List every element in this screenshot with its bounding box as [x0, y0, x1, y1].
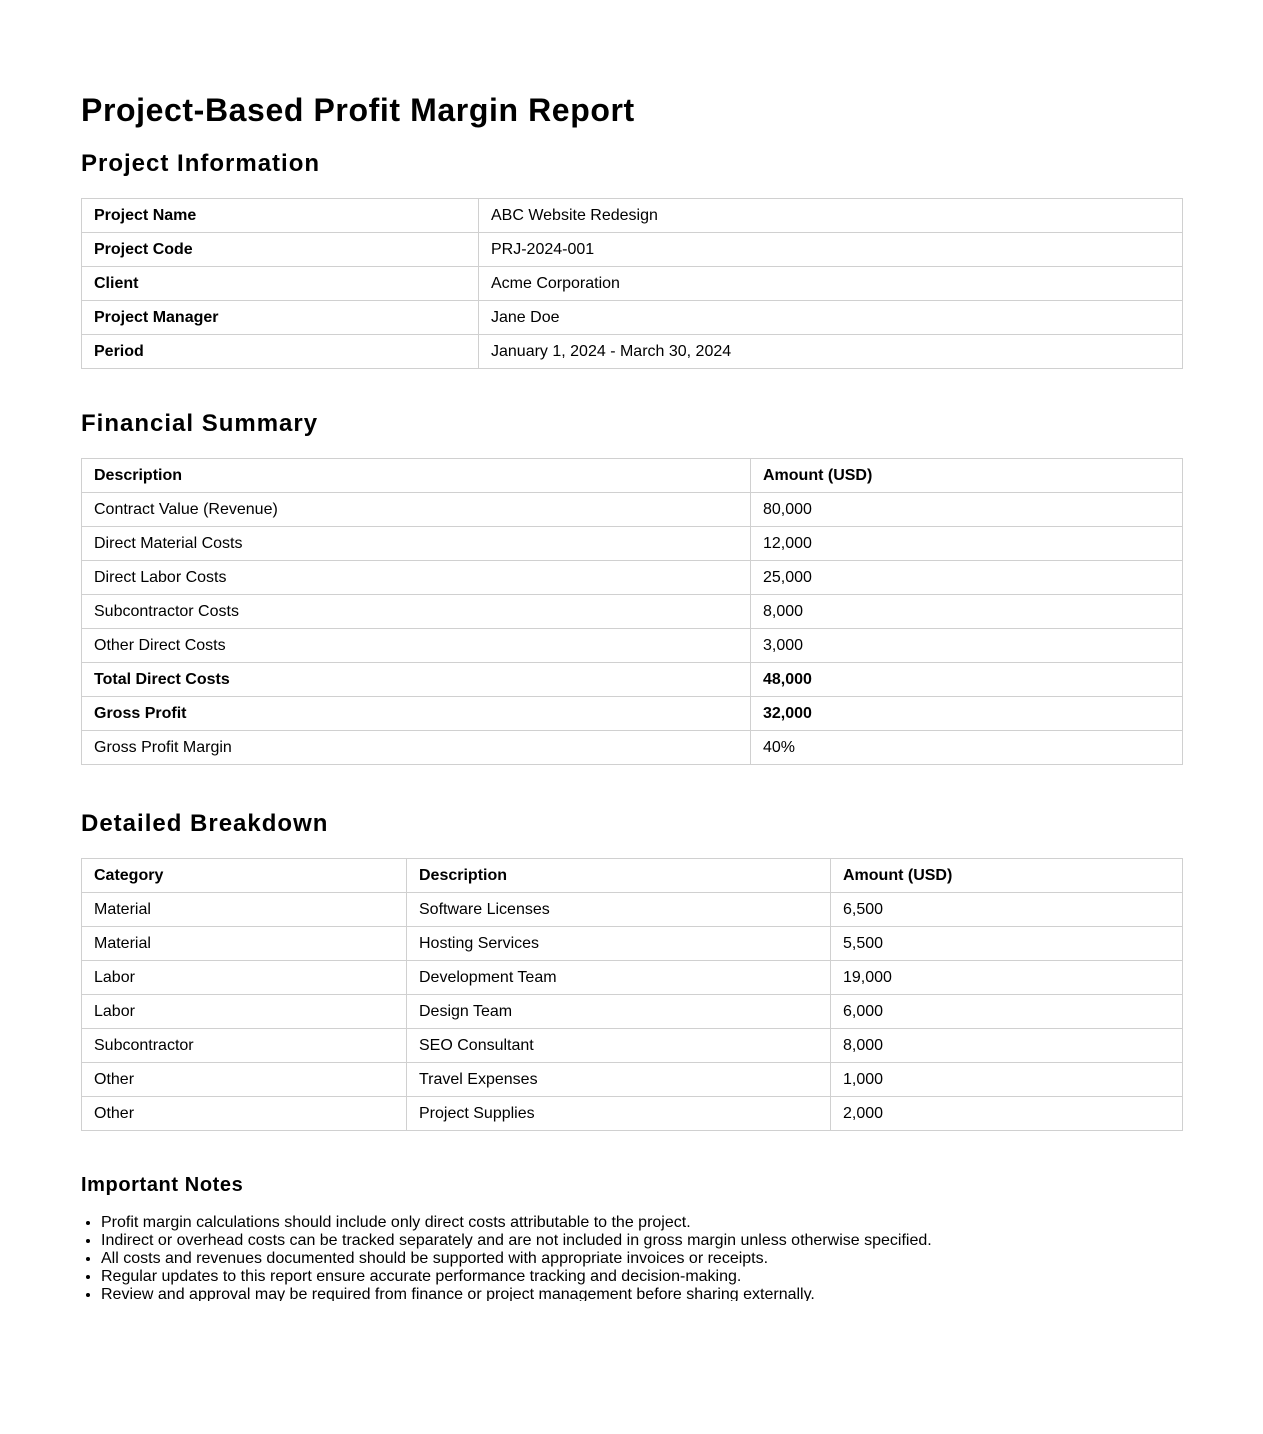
row-description: Gross Profit Margin	[82, 731, 751, 765]
row-amount: 3,000	[751, 629, 1183, 663]
row-amount: 6,000	[831, 995, 1183, 1029]
row-amount: 32,000	[751, 697, 1183, 731]
row-amount: 8,000	[751, 595, 1183, 629]
table-row	[82, 961, 1183, 995]
table-row	[82, 561, 1183, 595]
detailed-breakdown-table	[81, 858, 1183, 1131]
list-item: • Indirect or overhead costs can be tracked separately and are not included in gross margin unless otherwise specified.	[101, 1232, 1182, 1250]
row-description: Travel Expenses	[407, 1063, 831, 1097]
table-row	[82, 1029, 1183, 1063]
financial-summary-heading: Financial Summary	[81, 410, 319, 437]
row-amount: 48,000	[751, 663, 1183, 697]
row-category: Material	[82, 893, 407, 927]
table-row	[82, 995, 1183, 1029]
table-row	[82, 893, 1183, 927]
gross-profit-margin-row	[82, 731, 1183, 765]
row-description: Project Supplies	[407, 1097, 831, 1131]
row-description: Gross Profit	[82, 697, 751, 731]
project-manager-value: Jane Doe	[479, 301, 1183, 335]
period-label: Period	[82, 335, 479, 369]
table-row	[82, 1097, 1183, 1131]
row-description: Hosting Services	[407, 927, 831, 961]
table-row	[82, 335, 1183, 369]
client-value: Acme Corporation	[479, 267, 1183, 301]
row-category: Material	[82, 927, 407, 961]
row-amount: 80,000	[751, 493, 1183, 527]
table-row	[82, 629, 1183, 663]
financial-summary-table	[81, 458, 1183, 765]
project-information-table	[81, 198, 1183, 369]
column-header-description: Description	[82, 459, 751, 493]
project-name-label: Project Name	[82, 199, 479, 233]
table-row	[82, 199, 1183, 233]
table-header-row	[82, 859, 1183, 893]
table-header-row	[82, 459, 1183, 493]
table-row	[82, 233, 1183, 267]
project-information-heading: Project Information	[81, 150, 321, 177]
column-header-description: Description	[407, 859, 831, 893]
table-row	[82, 301, 1183, 335]
column-header-category: Category	[82, 859, 407, 893]
row-category: Other	[82, 1097, 407, 1131]
report-title: Project-Based Profit Margin Report	[81, 92, 635, 128]
row-description: Total Direct Costs	[82, 663, 751, 697]
row-category: Labor	[82, 995, 407, 1029]
row-description: Development Team	[407, 961, 831, 995]
table-row	[82, 595, 1183, 629]
important-notes-list	[81, 1214, 1182, 1301]
row-description: Contract Value (Revenue)	[82, 493, 751, 527]
row-description: Software Licenses	[407, 893, 831, 927]
row-category: Labor	[82, 961, 407, 995]
client-label: Client	[82, 267, 479, 301]
row-description: Direct Material Costs	[82, 527, 751, 561]
table-row	[82, 527, 1183, 561]
table-row	[82, 927, 1183, 961]
row-category: Other	[82, 1063, 407, 1097]
column-header-amount: Amount (USD)	[751, 459, 1183, 493]
row-description: Direct Labor Costs	[82, 561, 751, 595]
row-amount: 2,000	[831, 1097, 1183, 1131]
row-category: Subcontractor	[82, 1029, 407, 1063]
table-row	[82, 1063, 1183, 1097]
list-item: • All costs and revenues documented should be supported with appropriate invoices or receipts.	[101, 1250, 1182, 1268]
row-description: Other Direct Costs	[82, 629, 751, 663]
row-description: Design Team	[407, 995, 831, 1029]
row-amount: 40%	[751, 731, 1183, 765]
project-manager-label: Project Manager	[82, 301, 479, 335]
list-item: • Profit margin calculations should include only direct costs attributable to the project.	[101, 1214, 1182, 1232]
row-amount: 12,000	[751, 527, 1183, 561]
row-description: Subcontractor Costs	[82, 595, 751, 629]
row-amount: 6,500	[831, 893, 1183, 927]
detailed-breakdown-heading: Detailed Breakdown	[81, 810, 329, 837]
row-amount: 8,000	[831, 1029, 1183, 1063]
row-amount: 5,500	[831, 927, 1183, 961]
project-code-value: PRJ-2024-001	[479, 233, 1183, 267]
table-row	[82, 267, 1183, 301]
gross-profit-row	[82, 697, 1183, 731]
project-code-label: Project Code	[82, 233, 479, 267]
row-amount: 1,000	[831, 1063, 1183, 1097]
list-item: • Review and approval may be required from finance or project management before sharing externally.	[101, 1286, 1182, 1301]
column-header-amount: Amount (USD)	[831, 859, 1183, 893]
important-notes-section	[81, 1214, 1182, 1301]
total-direct-costs-row	[82, 663, 1183, 697]
list-item: • Regular updates to this report ensure accurate performance tracking and decision-making.	[101, 1268, 1182, 1286]
table-row	[82, 493, 1183, 527]
period-value: January 1, 2024 - March 30, 2024	[479, 335, 1183, 369]
row-amount: 19,000	[831, 961, 1183, 995]
row-amount: 25,000	[751, 561, 1183, 595]
important-notes-heading: Important Notes	[81, 1174, 244, 1196]
row-description: SEO Consultant	[407, 1029, 831, 1063]
project-name-value: ABC Website Redesign	[479, 199, 1183, 233]
